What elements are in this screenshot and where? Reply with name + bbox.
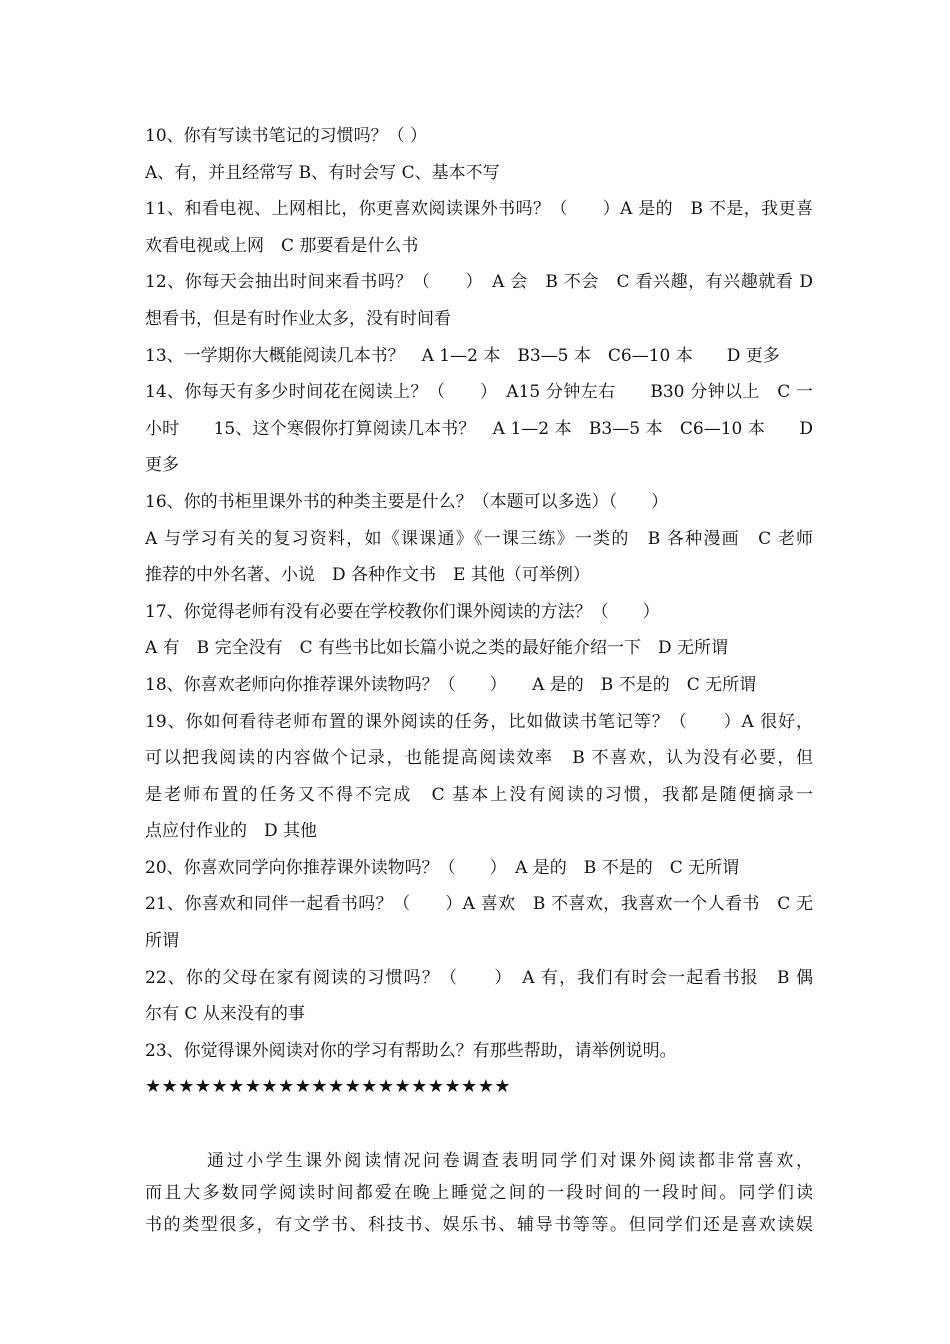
question-line: 18、你喜欢老师向你推荐课外读物吗？（ ） A 是的 B 不是的 C 无所谓 (145, 674, 757, 695)
question-line: 10、你有写读书笔记的习惯吗？（ ） (145, 126, 428, 146)
question-line: 23、你觉得课外阅读对你的学习有帮助么？有那些帮助，请举例说明。 (145, 1040, 677, 1061)
question-line: 17、你觉得老师有没有必要在学校教你们课外阅读的方法？（ ） (145, 601, 660, 622)
question-line: 想看书，但是有时作业太多，没有时间看 (145, 308, 451, 329)
question-line: 小时 15、这个寒假你打算阅读几本书？ A 1—2 本 B3—5 本 C6—10 本 D (145, 418, 813, 439)
question-line: 尔有 C 从来没有的事 (145, 1004, 305, 1025)
question-line: 22、你的父母在家有阅读的习惯吗？（ ） A 有，我们有时会一起看书报 B 偶 (145, 967, 813, 988)
question-line: 12、你每天会抽出时间来看书吗？（ ） A 会 B 不会 C 看兴趣，有兴趣就看 D (145, 272, 813, 293)
question-line: 16、你的书柜里课外书的种类主要是什么？（本题可以多选）（ ） (145, 491, 669, 512)
answer-options-line: A 有 B 完全没有 C 有些书比如长篇小说之类的最好能介绍一下 D 无所谓 (145, 638, 729, 659)
question-line: 更多 (145, 455, 179, 476)
question-line: 19、你如何看待老师布置的课外阅读的任务，比如做读书笔记等？（ ）A 很好， (145, 711, 813, 732)
question-line: 11、和看电视、上网相比，你更喜欢阅读课外书吗？（ ）A 是的 B 不是，我更喜 (145, 199, 813, 220)
summary-line: 通过小学生课外阅读情况问卷调查表明同学们对课外阅读都非常喜欢， (207, 1151, 813, 1172)
question-line: 所谓 (145, 931, 179, 952)
answer-options-line: A 与学习有关的复习资料，如《课课通》《一课三练》一类的 B 各种漫画 C 老师 (145, 528, 813, 549)
summary-paragraph (145, 1145, 813, 1241)
document-body (145, 118, 813, 1241)
answer-options-line: A、有，并且经常写 B、有时会写 C、基本不写 (145, 162, 500, 183)
summary-line: 而且大多数同学阅读时间都爱在晚上睡觉之间的一段时间的一段时间。同学们读 (145, 1183, 813, 1204)
question-line: 14、你每天有多少时间花在阅读上？（ ） A15 分钟左右 B30 分钟以上 C 一 (145, 382, 813, 403)
question-line: 点应付作业的 D 其他 (145, 821, 318, 842)
question-line: 20、你喜欢同学向你推荐课外读物吗？（ ） A 是的 B 不是的 C 无所谓 (145, 857, 740, 878)
question-line: 21、你喜欢和同伴一起看书吗？（ ）A 喜欢 B 不喜欢，我喜欢一个人看书 C 无 (145, 894, 813, 915)
star-separator: ★★★★★★★★★★★★★★★★★★★★★★ (145, 1076, 512, 1098)
question-line: 欢看电视或上网 C 那要看是什么书 (145, 235, 419, 256)
question-line: 是老师布置的任务又不得不完成 C 基本上没有阅读的习惯，我都是随便摘录一 (145, 784, 813, 805)
question-line: 13、一学期你大概能阅读几本书？ A 1—2 本 B3—5 本 C6—10 本 D 更多 (145, 345, 780, 366)
answer-options-line: 推荐的中外名著、小说 D 各种作文书 E 其他（可举例） (145, 565, 590, 586)
question-line: 可以把我阅读的内容做个记录，也能提高阅读效率 B 不喜欢，认为没有必要，但 (145, 748, 813, 769)
summary-line: 书的类型很多，有文学书、科技书、娱乐书、辅导书等等。但同学们还是喜欢读娱 (145, 1215, 813, 1236)
